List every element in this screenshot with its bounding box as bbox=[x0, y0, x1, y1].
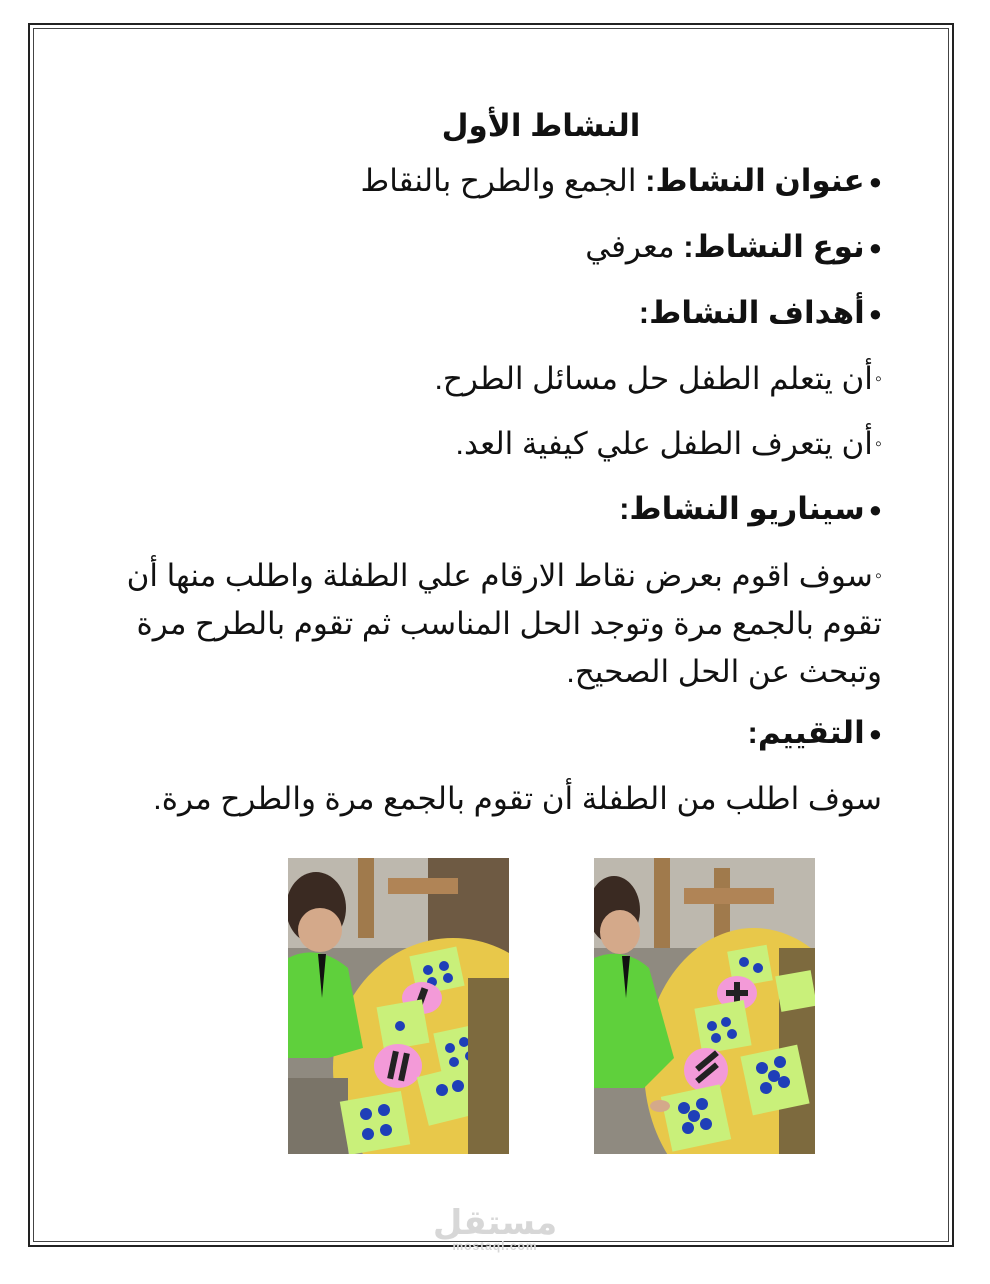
bullet-icon: ● bbox=[868, 301, 882, 326]
bullet-icon: ● bbox=[868, 721, 882, 746]
bullet-icon: ● bbox=[868, 497, 882, 522]
goal-item-1 bbox=[120, 356, 882, 402]
scenario-paragraph bbox=[120, 552, 882, 696]
activity-title-label: عنوان النشاط: bbox=[645, 163, 865, 198]
page-title: النشاط الأول bbox=[441, 108, 641, 143]
activity-type-value: معرفي bbox=[585, 229, 684, 264]
activity-title-line bbox=[120, 158, 882, 205]
sub-bullet-icon: ◦ bbox=[874, 565, 882, 587]
activity-title-value: الجمع والطرح بالنقاط bbox=[360, 163, 646, 198]
photo-addition-image bbox=[594, 858, 815, 1154]
watermark-latin: mostaql.com bbox=[452, 1239, 538, 1253]
photo-subtraction bbox=[288, 858, 509, 1154]
watermark-logo bbox=[432, 1206, 558, 1252]
activity-photos bbox=[0, 858, 990, 1154]
document-body bbox=[120, 100, 882, 841]
evaluation-text: سوف اطلب من الطفلة أن تقوم بالجمع مرة والطرح مرة. bbox=[153, 781, 882, 816]
scenario-text: سوف اقوم بعرض نقاط الارقام علي الطفلة واطلب منها أن تقوم بالجمع مرة وتوجد الحل المناسب ثم تقوم بالطرح مرة وتبحث عن الحل الصحيح. bbox=[126, 558, 882, 689]
activity-type-line bbox=[120, 224, 882, 271]
goal-item-2 bbox=[120, 421, 882, 467]
watermark-arabic: مستقل bbox=[432, 1204, 558, 1242]
bullet-icon: ● bbox=[868, 169, 882, 194]
evaluation-label: التقييم: bbox=[747, 715, 865, 750]
bullet-icon: ● bbox=[868, 235, 882, 260]
goal-text-1: أن يتعلم الطفل حل مسائل الطرح. bbox=[434, 361, 873, 396]
photo-addition bbox=[594, 858, 815, 1154]
sub-bullet-icon: ◦ bbox=[874, 433, 882, 455]
evaluation-heading bbox=[120, 710, 882, 757]
scenario-label: سيناريو النشاط: bbox=[619, 491, 865, 526]
photo-subtraction-image bbox=[288, 858, 509, 1154]
sub-bullet-icon: ◦ bbox=[874, 368, 882, 390]
activity-type-label: نوع النشاط: bbox=[683, 229, 865, 264]
goal-text-2: أن يتعرف الطفل علي كيفية العد. bbox=[455, 426, 873, 461]
goals-label: أهداف النشاط: bbox=[638, 295, 865, 330]
scenario-heading bbox=[120, 486, 882, 533]
goals-heading bbox=[120, 290, 882, 337]
